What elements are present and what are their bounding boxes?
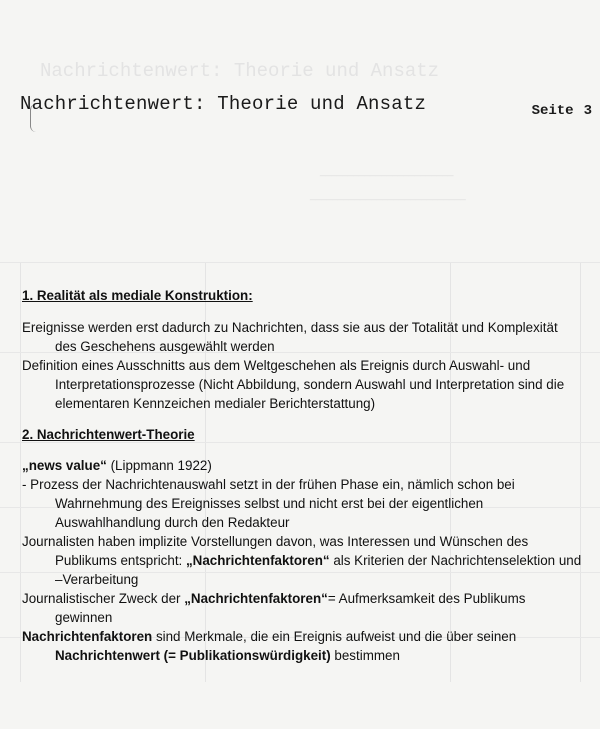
paragraph-continuation: Interpretationsprozesse (Nicht Abbildung, sondern Auswahl und Interpretation sind die <box>55 377 565 392</box>
page-number-value: 3 <box>583 103 592 119</box>
section-heading: 1. Realität als mediale Konstruktion: <box>22 288 253 303</box>
page-header <box>20 91 592 121</box>
section-heading: 2. Nachrichtenwert-Theorie <box>22 427 195 442</box>
text-run: bestimmen <box>330 648 400 663</box>
citation: (Lippmann 1922) <box>106 458 212 473</box>
document-title: Nachrichtenwert: Theorie und Ansatz <box>20 93 427 115</box>
term-nachrichtenwert: Nachrichtenwert (= Publikationswürdigkeit) <box>55 648 331 663</box>
bleed-through-title: Nachrichtenwert: Theorie und Ansatz <box>40 60 440 82</box>
paragraph-continuation: elementaren Kennzeichen medialer Berichterstattung) <box>55 396 376 411</box>
term-news-value: „news value“ <box>22 458 107 473</box>
document-body <box>22 286 592 665</box>
page-number <box>532 103 592 119</box>
text-run: als Kriterien der Nachrichtenselektion und <box>329 553 582 568</box>
paragraph: Definition eines Ausschnitts aus dem Weltgeschehen als Ereignis durch Auswahl- und <box>22 358 531 373</box>
paragraph: Journalisten haben implizite Vorstellungen davon, was Interessen und Wünschen des <box>22 534 529 549</box>
paragraph <box>22 627 592 646</box>
paragraph-continuation: Auswahlhandlung durch den Redakteur <box>55 515 290 530</box>
paragraph-continuation: des Geschehens ausgewählt werden <box>55 339 275 354</box>
text-run: Journalistischer Zweck der <box>22 591 185 606</box>
bleed-through-line: ________________________ <box>320 166 454 177</box>
paragraph: Ereignisse werden erst dadurch zu Nachrichten, dass sie aus der Totalität und Komplexität <box>22 320 558 335</box>
paragraph <box>22 456 592 475</box>
bleed-through-line: ____________________________ <box>310 190 466 201</box>
term-nachrichtenfaktoren: „Nachrichtenfaktoren“ <box>184 591 328 606</box>
text-run: sind Merkmale, die ein Ereignis aufweist und die über seinen <box>152 629 517 644</box>
term-nachrichtenfaktoren: Nachrichtenfaktoren <box>22 629 153 644</box>
paragraph-continuation <box>22 551 592 570</box>
term-nachrichtenfaktoren: „Nachrichtenfaktoren“ <box>185 553 330 568</box>
paragraph: - Prozess der Nachrichtenauswahl setzt in der frühen Phase ein, nämlich schon bei <box>22 477 515 492</box>
paragraph <box>22 589 592 608</box>
text-run: = Aufmerksamkeit des Publikums <box>327 591 526 606</box>
paragraph-continuation: Wahrnehmung des Ereignisses selbst und nicht erst bei der eigentlichen <box>55 496 484 511</box>
page-label: Seite <box>531 103 574 119</box>
paragraph-continuation <box>22 646 592 665</box>
text-run: Publikums entspricht: <box>55 553 186 568</box>
paragraph-continuation: –Verarbeitung <box>55 572 139 587</box>
paragraph-continuation: gewinnen <box>55 610 113 625</box>
